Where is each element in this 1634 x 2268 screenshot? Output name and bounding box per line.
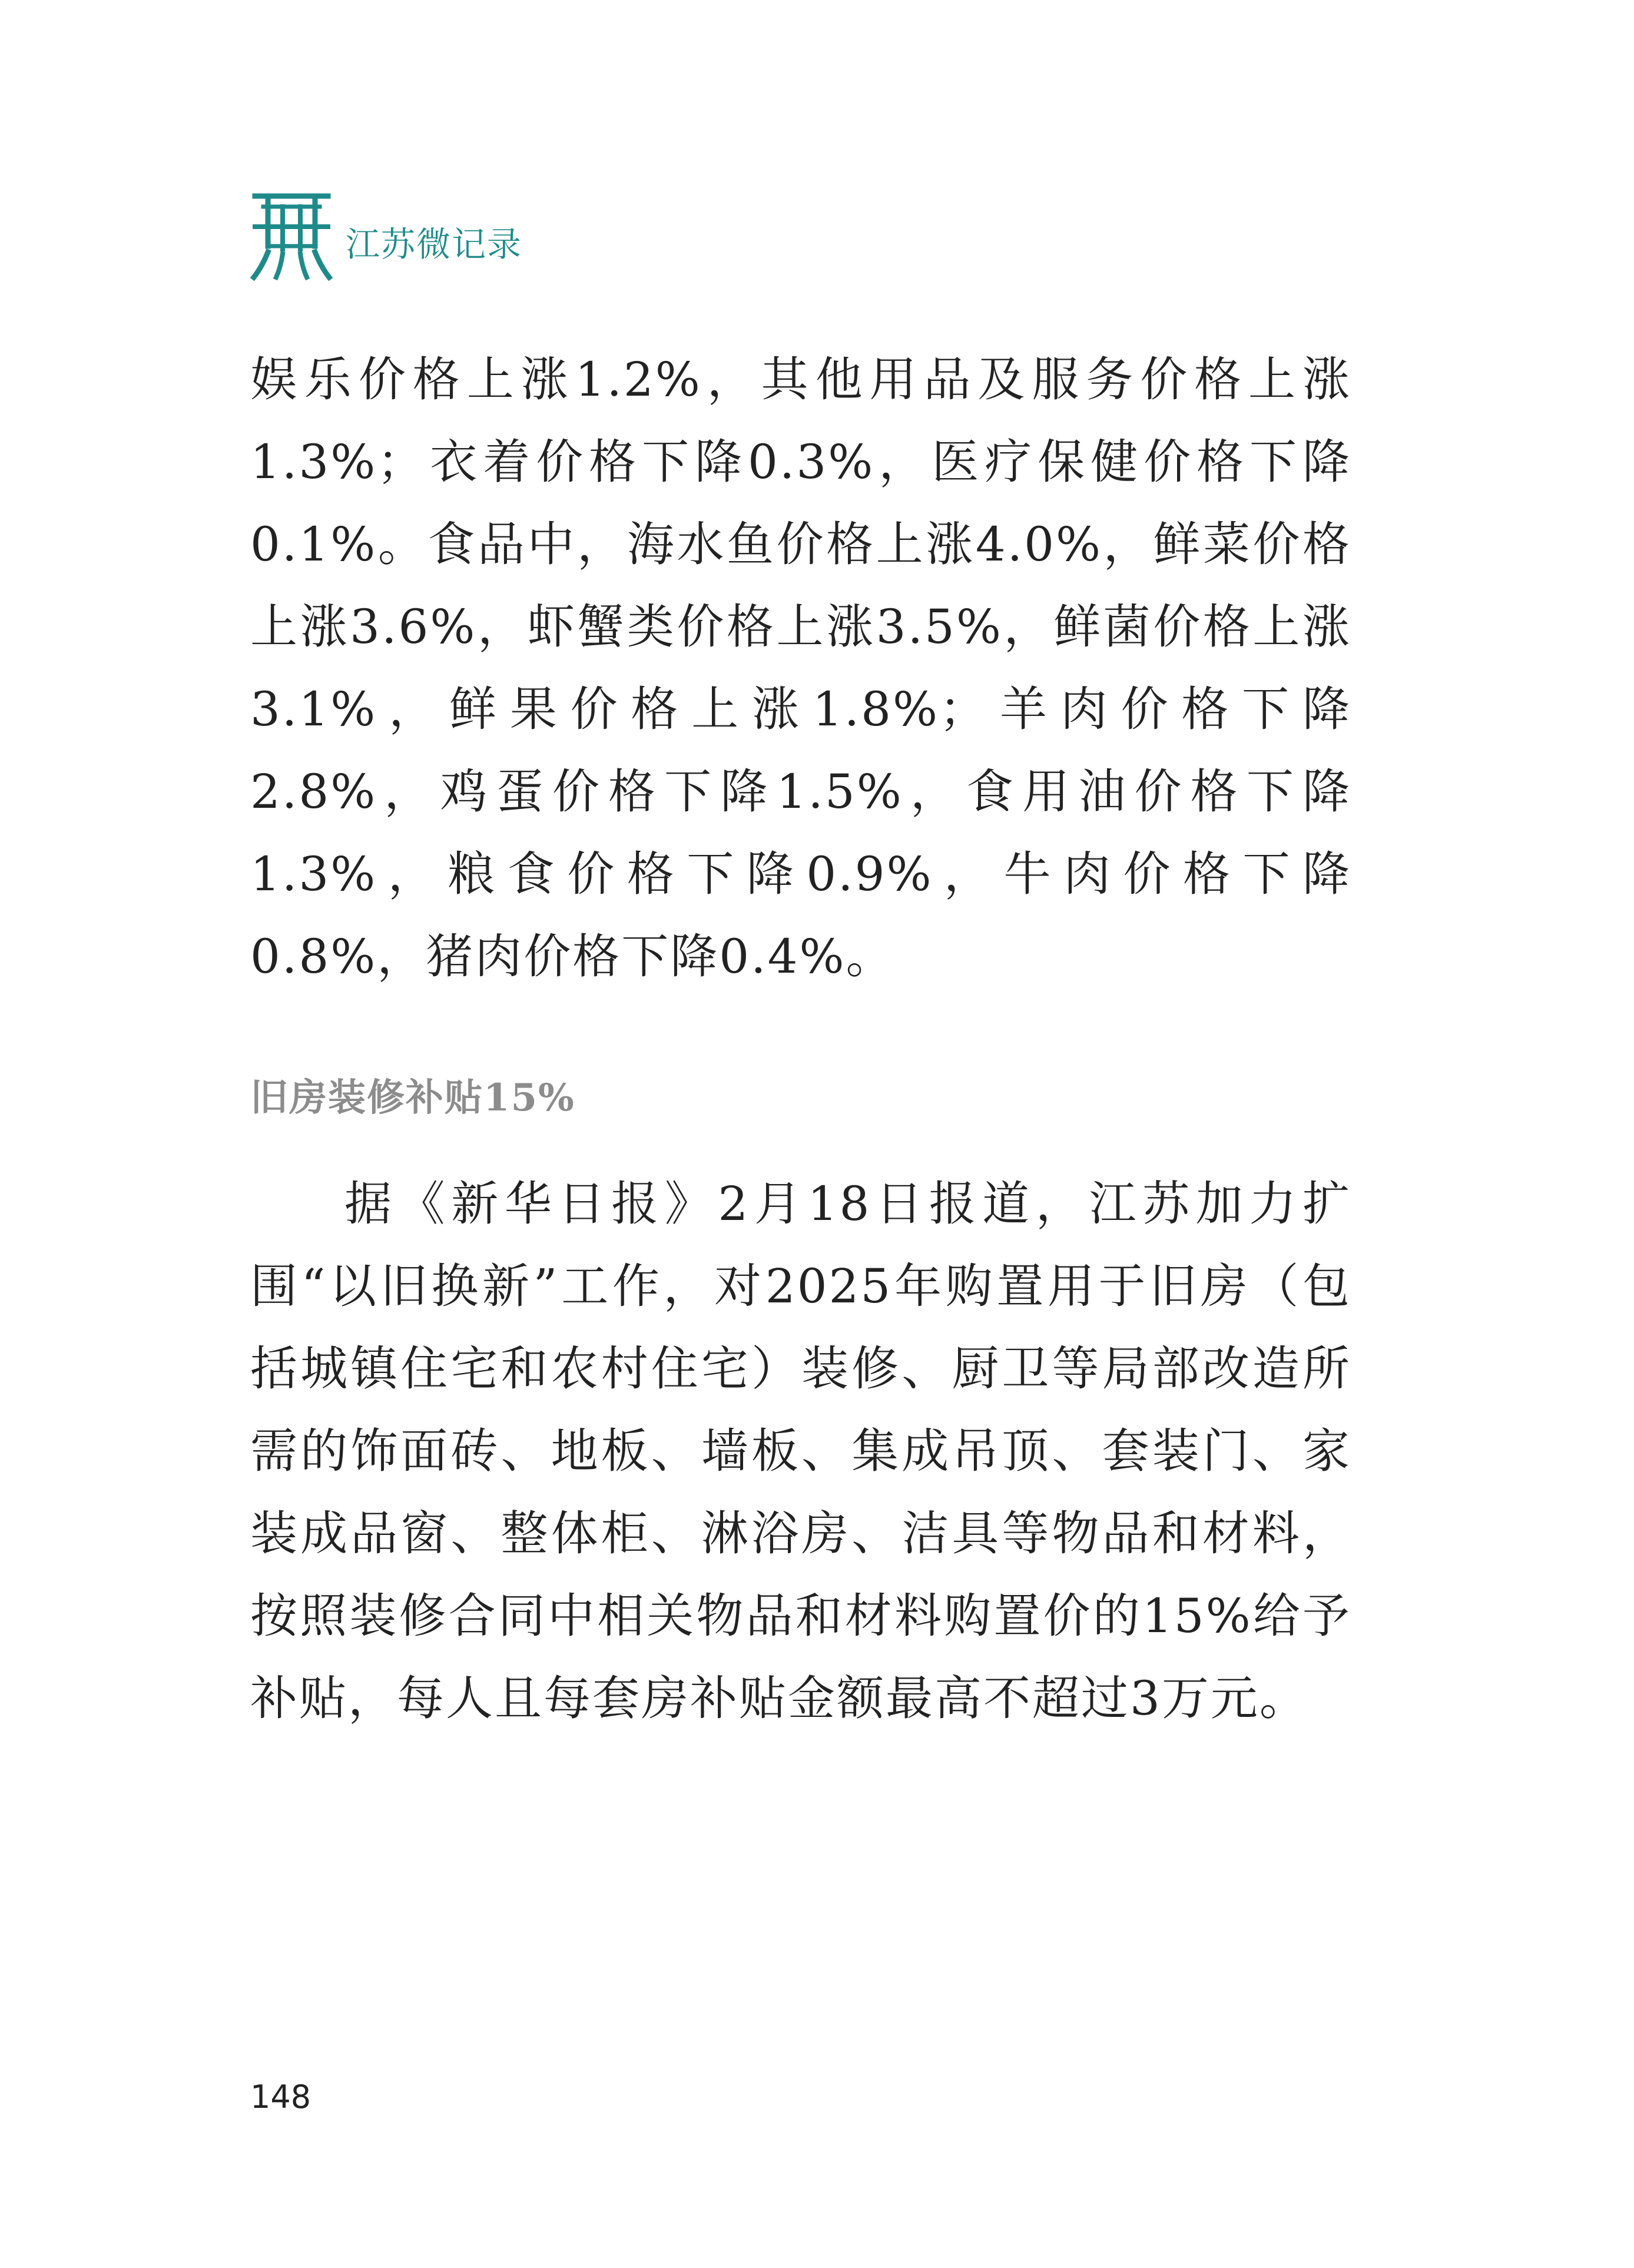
page-header bbox=[250, 188, 522, 283]
book-title: 江苏微记录 bbox=[346, 224, 523, 264]
page-number: 148 bbox=[250, 2078, 311, 2116]
section-heading: 旧房装修补贴15% bbox=[250, 1076, 575, 1120]
page-content bbox=[250, 339, 1351, 1740]
paragraph-price-changes: 娱乐价格上涨1.2%，其他用品及服务价格上涨1.3%；衣着价格下降0.3%，医疗保健价格下降0.1%。食品中，海水鱼价格上涨4.0%，鲜菜价格上涨3.6%，虾蟹类价格上涨3.5%，鲜菌价格上涨3.1%，鲜果价格上涨1.8%；羊肉价格下降2.8%，鸡蛋价格下降1.5%，食用油价格下降1.3%，粮食价格下降0.9%，牛肉价格下降0.8%，猪肉价格下降0.4%。 bbox=[250, 352, 1351, 984]
jiangsu-emblem-icon bbox=[250, 190, 333, 281]
paragraph-renovation-subsidy: 据《新华日报》2月18日报道，江苏加力扩围“以旧换新”工作，对2025年购置用于旧房（包括城镇住宅和农村住宅）装修、厨卫等局部改造所需的饰面砖、地板、墙板、集成吊顶、套装门、家装成品窗、整体柜、淋浴房、洁具等物品和材料，按照装修合同中相关物品和材料购置价的15%给予补贴，每人且每套房补贴金额最高不超过3万元。 bbox=[250, 1176, 1351, 1726]
